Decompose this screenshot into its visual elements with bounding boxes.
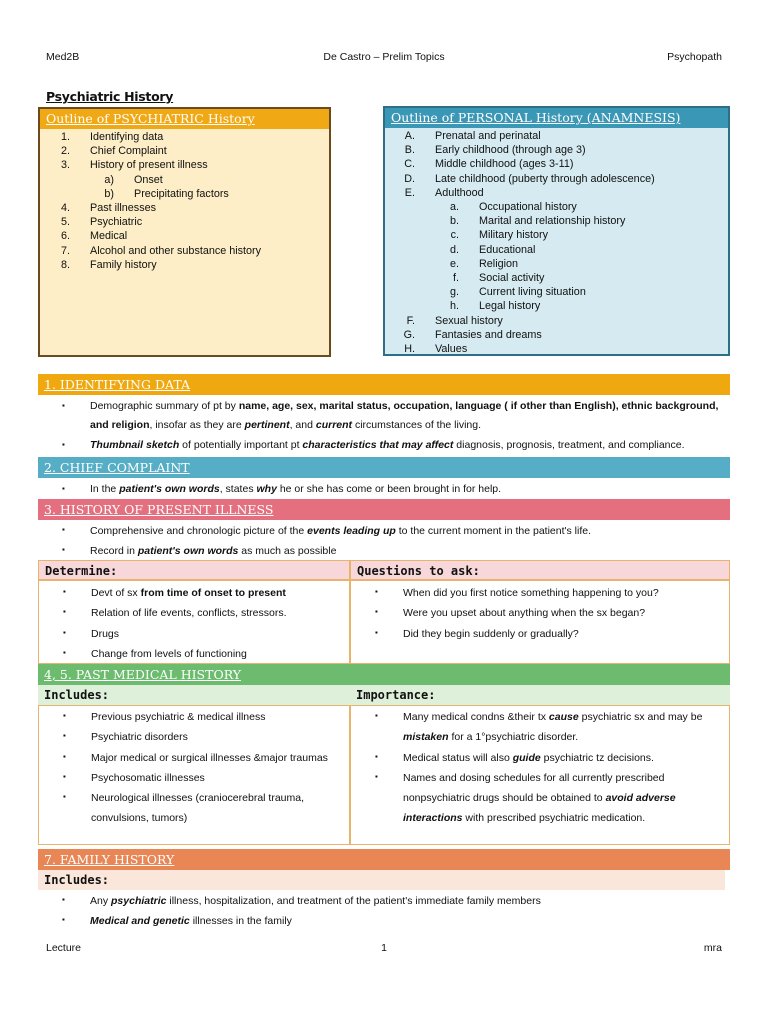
page-title: Psychiatric History <box>46 89 174 104</box>
outline-item <box>385 200 728 214</box>
outline-item <box>385 243 728 257</box>
outline-item-number: 4. <box>60 202 70 215</box>
personal-outline-title: Outline of PERSONAL History (ANAMNESIS) <box>385 108 728 128</box>
list-item: ▪ Many medical condns &their tx cause psychiatric sx and may be mistaken for a 1°psychiatric disorder. <box>375 707 727 748</box>
list-item: ▪ Did they begin suddenly or gradually? <box>375 624 729 644</box>
outline-item-label: Identifying data <box>90 131 164 143</box>
outline-item <box>385 172 728 186</box>
outline-item-number: a) <box>104 173 114 186</box>
outline-item-label: Marital and relationship history <box>479 215 626 228</box>
list-item: ▪ Comprehensive and chronologic picture of the events leading up to the current moment in the patient's life. <box>62 521 732 541</box>
outline-item-number: A. <box>404 130 415 142</box>
outline-item <box>385 314 728 328</box>
outline-item-label: Occupational history <box>479 201 577 214</box>
outline-item-number: 7. <box>60 244 70 257</box>
header-right: Psychopath <box>667 51 722 63</box>
outline-item-label: Late childhood (puberty through adolescence) <box>435 172 655 185</box>
outline-item-label: Precipitating factors <box>134 187 229 200</box>
outline-item-number: C. <box>404 158 415 171</box>
outline-item-number: D. <box>404 172 415 185</box>
section-chief-complaint: 2. CHIEF COMPLAINT <box>38 457 730 478</box>
header-center: De Castro – Prelim Topics <box>323 51 445 63</box>
section-history-present-illness: 3. HISTORY OF PRESENT ILLNESS <box>38 499 730 520</box>
footer-left: Lecture <box>46 942 82 954</box>
outline-item-label: Past illnesses <box>90 202 157 215</box>
outline-item <box>385 143 728 157</box>
list-item: ▪ Record in patient's own words as much as possible <box>62 541 732 561</box>
outline-item <box>385 228 728 242</box>
outline-item <box>385 271 728 285</box>
outline-item-label: Educational <box>479 243 536 256</box>
outline-item-number: 3. <box>60 159 70 172</box>
list-item: ▪ Were you upset about anything when the sx began? <box>375 603 729 623</box>
outline-item-label: Social activity <box>479 272 545 285</box>
list-item: ▪ Medical and genetic illnesses in the family <box>62 911 732 931</box>
outline-item-number: f. <box>453 272 459 285</box>
outline-item-number: H. <box>404 343 415 356</box>
outline-item-label: Early childhood (through age 3) <box>435 144 586 157</box>
questions-header: Questions to ask: <box>350 560 730 580</box>
list-item: ▪ Drugs <box>63 624 349 644</box>
personal-outline-list <box>385 129 728 356</box>
outline-item <box>40 130 329 144</box>
outline-item <box>40 187 329 201</box>
outline-item-number: b) <box>104 187 114 200</box>
section-identifying-data: 1. IDENTIFYING DATA <box>38 374 730 395</box>
family-includes-header: Includes: <box>38 870 725 890</box>
outline-item-label: Alcohol and other substance history <box>90 244 262 257</box>
outline-item-number: 6. <box>60 230 70 243</box>
hpi-bullets <box>62 521 732 561</box>
outline-item <box>40 244 329 258</box>
header-left: Med2B <box>46 51 80 63</box>
footer-right: mra <box>703 942 722 954</box>
list-item: ▪ Relation of life events, conflicts, stressors. <box>63 603 349 623</box>
outline-item-number: 8. <box>60 258 70 271</box>
list-item: ▪ Devt of sx from time of onset to present <box>63 583 349 603</box>
outline-item-label: Medical <box>90 230 128 243</box>
outline-item-number: e. <box>449 257 459 270</box>
outline-item-label: Military history <box>479 229 548 242</box>
importance-header: Importance: <box>350 685 730 705</box>
list-item: ▪ When did you first notice something happening to you? <box>375 583 729 603</box>
list-item: ▪ In the patient's own words, states why he or she has come or been brought in for help. <box>62 480 732 498</box>
outline-item <box>40 173 329 187</box>
psychiatric-outline-list <box>40 130 329 272</box>
outline-item <box>385 214 728 228</box>
outline-item-number: c. <box>450 229 459 242</box>
personal-outline-box <box>383 106 730 356</box>
hpi-table <box>38 560 730 664</box>
outline-item-label: Fantasies and dreams <box>435 328 542 341</box>
psychiatric-outline-box <box>38 107 331 357</box>
outline-item <box>385 299 728 313</box>
outline-item-label: Onset <box>134 173 163 186</box>
footer-page-number: 1 <box>381 942 387 954</box>
determine-header: Determine: <box>38 560 350 580</box>
outline-item <box>385 285 728 299</box>
identifying-bullets <box>62 397 732 454</box>
outline-item-number: 5. <box>60 216 70 229</box>
outline-item <box>40 201 329 215</box>
outline-item <box>40 258 329 272</box>
outline-item <box>40 215 329 229</box>
outline-item <box>40 229 329 243</box>
chief-complaint-bullets <box>62 480 732 498</box>
list-item: ▪ Demographic summary of pt by name, age, sex, marital status, occupation, language ( if other than English), ethnic background, and religion, insofar as they are pertinent, and current circumstances of the living. <box>62 397 732 435</box>
importance-column <box>350 705 730 845</box>
outline-item <box>385 186 728 200</box>
outline-item-label: Chief Complaint <box>90 145 167 158</box>
outline-item-number: G. <box>403 328 415 341</box>
outline-item <box>385 257 728 271</box>
includes-column <box>38 705 350 845</box>
outline-item-label: Religion <box>479 257 519 270</box>
outline-item <box>385 328 728 342</box>
outline-item-label: Values <box>435 343 468 356</box>
outline-item-number: F. <box>406 314 415 327</box>
outline-item-number: B. <box>404 144 415 157</box>
list-item: ▪ Any psychiatric illness, hospitalization, and treatment of the patient's immediate family members <box>62 891 732 911</box>
list-item: ▪ Previous psychiatric & medical illness <box>63 707 333 727</box>
outline-item-number: E. <box>404 186 415 199</box>
section-family-history: 7. FAMILY HISTORY <box>38 849 730 870</box>
outline-item-label: Middle childhood (ages 3-11) <box>435 158 574 171</box>
outline-item-label: Legal history <box>479 300 541 313</box>
outline-item <box>385 129 728 143</box>
list-item: ▪ Change from levels of functioning <box>63 644 349 664</box>
list-item: ▪ Neurological illnesses (craniocerebral trauma, convulsions, tumors) <box>63 788 333 829</box>
list-item: ▪ Medical status will also guide psychiatric tz decisions. <box>375 748 727 768</box>
questions-column <box>350 580 730 664</box>
section-past-medical-history: 4, 5. PAST MEDICAL HISTORY <box>38 664 730 685</box>
outline-item <box>40 144 329 158</box>
outline-item-number: h. <box>449 300 459 313</box>
past-medical-table <box>38 685 730 845</box>
list-item: ▪ Major medical or surgical illnesses &major traumas <box>63 748 333 768</box>
outline-item-label: History of present illness <box>90 159 208 172</box>
outline-item-label: Adulthood <box>435 186 484 199</box>
outline-item-number: 2. <box>60 145 70 158</box>
outline-item-label: Current living situation <box>479 286 586 299</box>
outline-item-number: b. <box>449 215 459 228</box>
outline-item <box>385 157 728 171</box>
outline-item-number: d. <box>449 243 459 256</box>
outline-item-label: Sexual history <box>435 314 503 327</box>
family-bullets <box>62 891 732 931</box>
outline-item-label: Prenatal and perinatal <box>435 130 541 142</box>
outline-item-label: Family history <box>90 258 157 271</box>
list-item: ▪ Thumbnail sketch of potentially important pt characteristics that may affect diagnosis, prognosis, treatment, and compliance. <box>62 436 732 454</box>
outline-item <box>40 158 329 172</box>
outline-item-number: g. <box>449 286 459 299</box>
list-item: ▪ Names and dosing schedules for all currently prescribed nonpsychiatric drugs should be obtained to avoid adverse interactions with prescribed psychiatric medication. <box>375 768 727 829</box>
outline-item-number: a. <box>449 201 459 214</box>
includes-header: Includes: <box>38 685 350 705</box>
outline-item-label: Psychiatric <box>90 216 143 229</box>
determine-column <box>38 580 350 664</box>
psychiatric-outline-title: Outline of PSYCHIATRIC History <box>40 109 329 129</box>
outline-item <box>385 342 728 356</box>
list-item: ▪ Psychiatric disorders <box>63 727 333 747</box>
list-item: ▪ Psychosomatic illnesses <box>63 768 333 788</box>
outline-item-number: 1. <box>60 131 70 143</box>
